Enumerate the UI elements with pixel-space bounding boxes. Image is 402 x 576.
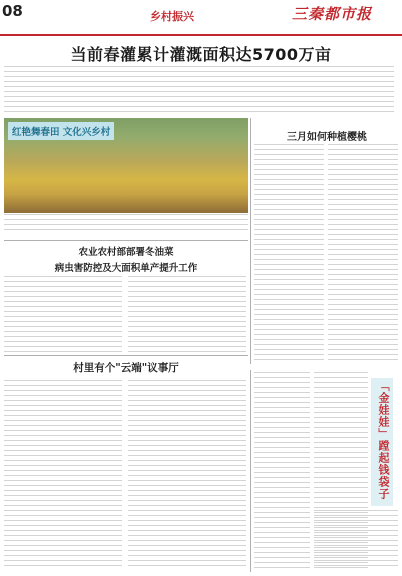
story2-body-col2 [128, 380, 246, 570]
story1-body-col2 [128, 276, 246, 352]
newspaper-brand: 三秦都市报 [292, 5, 373, 23]
story2-title: 村里有个"云端"议事厅 [73, 362, 179, 374]
story1-body-col1 [4, 276, 122, 352]
story-divider [4, 240, 248, 241]
section-title: 乡村振兴 [150, 10, 194, 23]
right-article-body-col1 [254, 372, 310, 572]
lead-article-body [4, 66, 394, 112]
vertical-article-title: 「金娃娃」蹚起钱袋子 [377, 380, 390, 500]
photo-label: 红艳舞春田 文化兴乡村 [8, 122, 114, 140]
side-article-title: 三月如何种植樱桃 [287, 132, 367, 143]
side-article-body-col1 [254, 144, 324, 364]
column-divider [250, 370, 251, 572]
story-divider [4, 355, 248, 356]
side-article-body-col2 [328, 144, 398, 364]
story1-subtitle: 病虫害防控及大面积单产提升工作 [54, 263, 198, 274]
main-headline: 当前春灌累计灌溉面积达5700万亩 [70, 45, 332, 64]
photo-caption [4, 214, 248, 234]
story1-title: 农业农村部部署冬油菜 [78, 247, 174, 258]
right-article-body-col3 [314, 510, 398, 570]
column-divider [250, 118, 251, 364]
story2-body-col1 [4, 380, 122, 570]
page-number: 08 [2, 2, 23, 20]
